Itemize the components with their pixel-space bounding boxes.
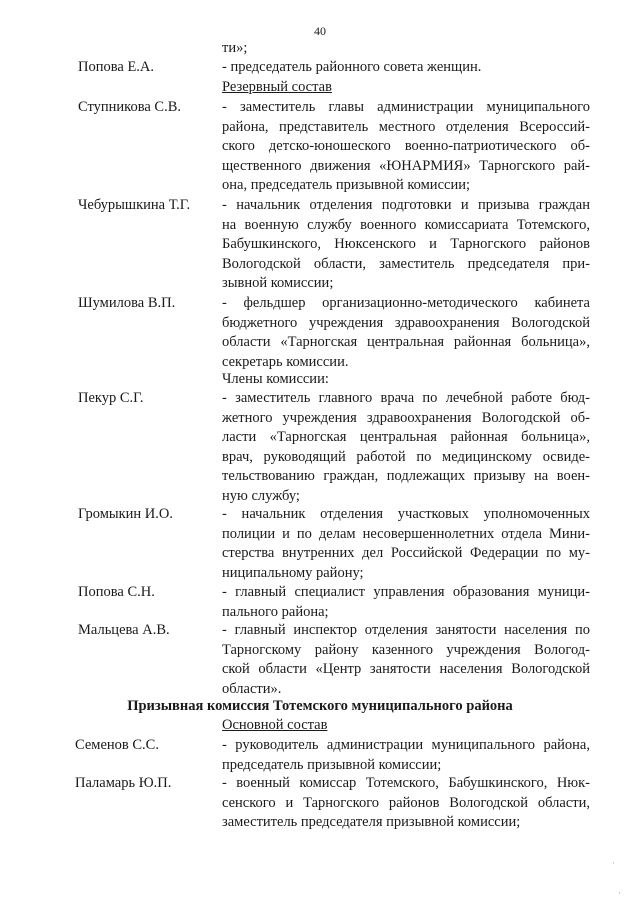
desc-line: - начальник отделения участковых уполномоченных (222, 506, 590, 522)
desc-line: сенского и Тарногского районов Вологодской области, (222, 794, 590, 811)
desc-line: Бабушкинского, Нюксенского и Тарногского районов (222, 236, 590, 253)
desc-line: ную службу; (222, 487, 300, 504)
desc-line: председатель призывной комиссии; (222, 756, 442, 773)
desc-line: она, председатель призывной комиссии; (222, 177, 470, 194)
entry-name: Семенов С.С. (75, 737, 159, 753)
desc-line: ского детско-юношеского военно-патриотического об- (222, 138, 590, 155)
desc-line: заместитель председателя призывной комиссии; (222, 814, 521, 831)
entry-name: Пекур С.Г. (78, 390, 144, 406)
desc-line: ласти «Тарногская центральная районная больница», (222, 429, 590, 446)
entry-name: Шумилова В.П. (78, 295, 176, 311)
desc-line: бюджетного учреждения здравоохранения Вологодской (222, 314, 590, 331)
entry-description (222, 774, 590, 833)
desc-line: области «Тарногская центральная районная больница», (222, 334, 590, 351)
desc-line: ской области «Центр занятости населения Вологодской (222, 661, 590, 678)
entry-description (222, 196, 590, 294)
entry-description (222, 583, 590, 622)
desc-line: - фельдшер организационно-методического кабинета (222, 295, 590, 311)
desc-line: области». (222, 680, 282, 697)
desc-line: жетного учреждения здравоохранения Вологодской об- (222, 409, 590, 426)
desc-line: врач, руководящий работой по медицинскому освиде- (222, 448, 590, 465)
desc-line: секретарь комиссии. (222, 353, 349, 370)
entry-description (222, 505, 590, 583)
entry-description (222, 98, 590, 196)
entry-name: Попова С.Н. (78, 584, 155, 600)
main-label: Основной состав (222, 717, 328, 733)
desc-line: района, представитель местного отделения Всероссий- (222, 118, 590, 135)
desc-line: полиции и по делам несовершеннолетних отдела Мини- (222, 525, 590, 542)
desc-line: - главный специалист управления образования муници- (222, 584, 590, 600)
scan-speck: · (612, 858, 615, 868)
entry-name: Паламарь Ю.П. (75, 775, 172, 791)
desc-line: пального района; (222, 603, 329, 620)
desc-line: на военную службу военного комиссариата Тотемского, (222, 216, 590, 233)
entry-name: Попова Е.А. (78, 59, 155, 75)
entry-description (222, 389, 590, 507)
members-label: Члены комиссии: (222, 371, 329, 387)
entry-description (222, 294, 590, 372)
desc-line: щественного движения «ЮНАРМИЯ» Тарногского рай- (222, 157, 590, 174)
desc-line: - начальник отделения подготовки и призыва граждан (222, 197, 590, 213)
page-number: 40 (314, 24, 326, 38)
entry-name: Чебурышкина Т.Г. (78, 197, 191, 213)
entry-name: Громыкин И.О. (78, 506, 173, 522)
desc-line: - заместитель главы администрации муниципального (222, 99, 590, 115)
desc-line: тельствованию граждан, подлежащих призыву на воен- (222, 468, 590, 485)
desc-line: - председатель районного совета женщин. (222, 59, 482, 75)
entry-description (222, 736, 590, 775)
desc-line: - военный комиссар Тотемского, Бабушкинского, Нюк- (222, 775, 590, 791)
entry-name: Мальцева А.В. (78, 622, 170, 638)
desc-line: стерства внутренних дел Российской Федерации по му- (222, 545, 590, 562)
desc-line: - руководитель администрации муниципального района, (222, 737, 590, 753)
top-continuation: ти»; (222, 40, 248, 56)
desc-line: - главный инспектор отделения занятости населения по (222, 622, 590, 638)
reserve-label: Резервный состав (222, 79, 332, 95)
entry-description (222, 621, 590, 699)
desc-line: Тарногскому району казенного учреждения Вологод- (222, 641, 590, 658)
desc-line: Вологодской области, заместитель председателя при- (222, 255, 590, 272)
entry-name: Ступникова С.В. (78, 99, 182, 115)
desc-line: - заместитель главного врача по лечебной работе бюд- (222, 390, 590, 406)
desc-line: ниципальному району; (222, 564, 364, 581)
section-heading: Призывная комиссия Тотемского муниципального района (127, 698, 513, 714)
desc-line: зывной комиссии; (222, 275, 334, 292)
scan-speck: · (618, 888, 621, 898)
entry-description (222, 58, 590, 78)
